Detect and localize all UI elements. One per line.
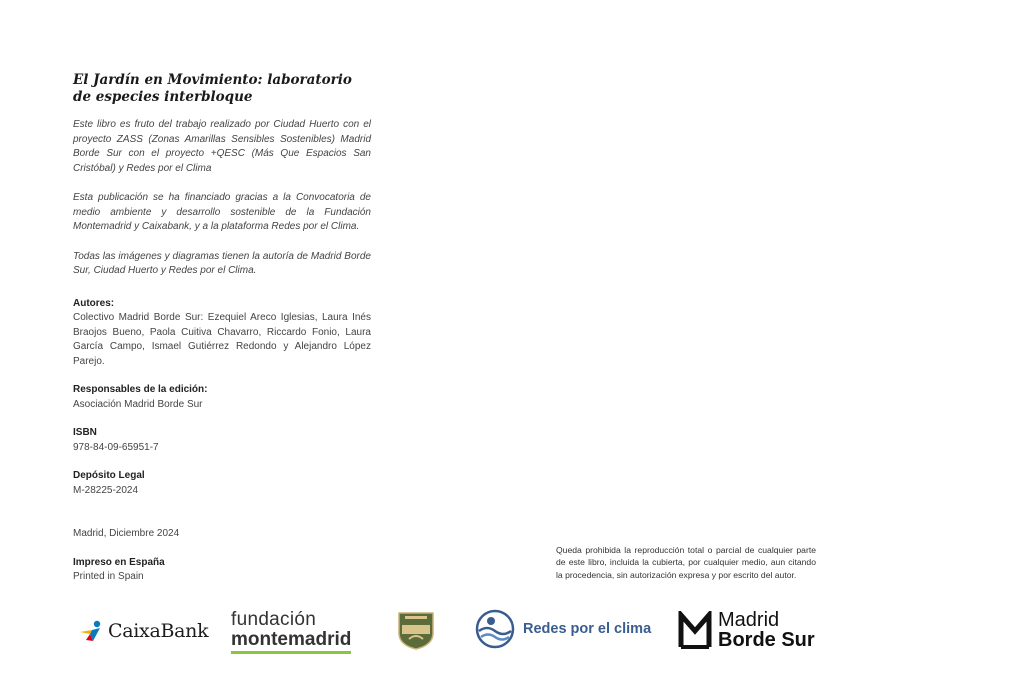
place-date-block xyxy=(73,527,371,542)
fundacion-line2: montemadrid xyxy=(231,630,351,654)
credits-column xyxy=(73,72,371,585)
edition-block xyxy=(73,383,371,412)
isbn-block xyxy=(73,426,371,455)
authors-text: Colectivo Madrid Borde Sur: Ezequiel Areco Iglesias, Laura Inés Braojos Bueno, Paola Cuitiva Chavarro, Riccardo Fonio, Laura García Campo, Ismael Gutiérrez Redondo y Alejandro López Parejo. xyxy=(73,312,371,367)
isbn-label: ISBN xyxy=(73,427,97,438)
deposit-block xyxy=(73,469,371,498)
printed-es: Impreso en España xyxy=(73,556,165,568)
deposit-value: M-28225-2024 xyxy=(73,484,139,496)
redes-por-el-clima-logo xyxy=(475,609,651,649)
book-title: El Jardín en Movimiento: laboratorio de especies interbloque xyxy=(73,72,352,105)
legal-notice: Queda prohibida la reproducción total o parcial de cualquier parte de este libro, incluida la cubierta, por cualquier medio, aun citando la procedencia, sin autorización expresa y por escrito del autor. xyxy=(556,545,816,580)
fundacion-montemadrid-logo xyxy=(231,610,351,654)
redes-wordmark: Redes por el clima xyxy=(523,621,652,637)
authors-block xyxy=(73,297,371,370)
madrid-borde-sur-logo xyxy=(678,610,815,650)
caixabank-logo xyxy=(78,618,208,644)
isbn-value: 978-84-09-65951-7 xyxy=(73,441,159,453)
printed-en: Printed in Spain xyxy=(73,571,144,582)
printed-block xyxy=(73,556,371,585)
place-date: Madrid, Diciembre 2024 xyxy=(73,528,180,539)
mbs-m-icon xyxy=(678,611,712,649)
caixabank-wordmark: CaixaBank xyxy=(108,620,209,642)
intro-paragraph-1: Este libro es fruto del trabajo realizado por Ciudad Huerto con el proyecto ZASS (Zonas Amarillas Sensibles Sostenibles) Madrid Borde Sur con el proyecto +QESC (Más Que Espacios San Cristóbal) y Redes por el Clima xyxy=(73,119,371,174)
ciudad-huerto-logo xyxy=(395,609,437,651)
deposit-label: Depósito Legal xyxy=(73,470,145,481)
intro-paragraph-3: Todas las imágenes y diagramas tienen la autoría de Madrid Borde Sur, Ciudad Huerto y Redes por el Clima. xyxy=(73,250,371,276)
mbs-wordmark xyxy=(718,610,815,650)
ciudad-huerto-badge-icon xyxy=(395,609,437,651)
mbs-line2: Borde Sur xyxy=(718,629,815,651)
caixabank-star-icon xyxy=(78,619,108,643)
edition-text: Asociación Madrid Borde Sur xyxy=(73,398,203,410)
fundacion-line1: fundación xyxy=(231,609,317,630)
authors-label: Autores: xyxy=(73,297,115,309)
mbs-line1: Madrid xyxy=(718,609,780,631)
redes-globe-icon xyxy=(475,609,515,649)
edition-label: Responsables de la edición: xyxy=(73,384,208,395)
intro-paragraph-2: Esta publicación se ha financiado gracias a la Convocatoria de medio ambiente y desarrollo sostenible de la Fundación Montemadrid y Caixabank, y a la plataforma Redes por el Clima. xyxy=(73,192,371,232)
